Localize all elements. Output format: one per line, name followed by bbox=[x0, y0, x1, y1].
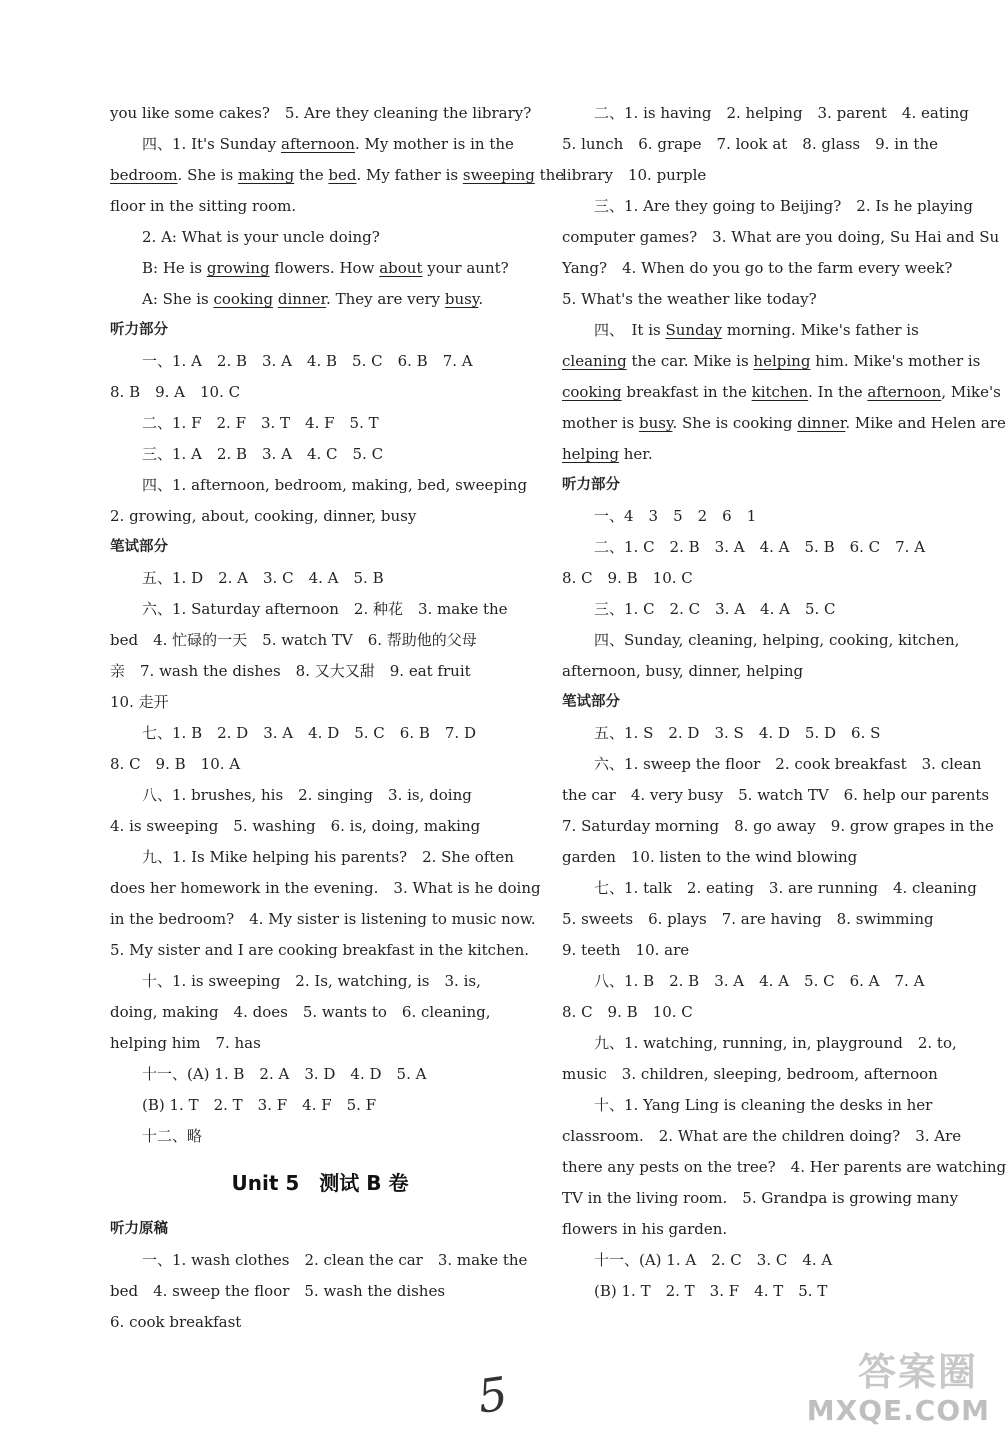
answer-line: 四、Sunday, cleaning, helping, cooking, kitchen, bbox=[594, 631, 960, 649]
unit-title: Unit 5 测试 B 卷 bbox=[231, 1171, 409, 1195]
answer-line: 4. is sweeping 5. washing 6. is, doing, making bbox=[110, 817, 481, 835]
text-line: cleaning the car. Mike is helping him. Mike's mother is bbox=[562, 352, 981, 370]
answer-line: 一、1. A 2. B 3. A 4. B 5. C 6. B 7. A bbox=[142, 352, 473, 370]
answer-line: 八、1. brushes, his 2. singing 3. is, doing bbox=[142, 786, 472, 804]
answer-line: TV in the living room. 5. Grandpa is growing many bbox=[562, 1189, 959, 1207]
text-line: A: She is cooking dinner. They are very busy. bbox=[142, 290, 484, 308]
watermark-cn: 答案圈 bbox=[857, 1350, 978, 1394]
answer-line: 9. teeth 10. are bbox=[562, 941, 690, 959]
answer-line: 十、1. Yang Ling is cleaning the desks in her bbox=[594, 1096, 933, 1114]
text-line: you like some cakes? 5. Are they cleaning the library? bbox=[110, 104, 532, 122]
answer-line: 8. C 9. B 10. C bbox=[562, 569, 693, 587]
answer-line: classroom. 2. What are the children doing? 3. Are bbox=[562, 1127, 962, 1145]
answer-line: 七、1. B 2. D 3. A 4. D 5. C 6. B 7. D bbox=[142, 724, 476, 742]
answer-line: (B) 1. T 2. T 3. F 4. F 5. F bbox=[142, 1096, 377, 1114]
answer-line: 十一、(A) 1. B 2. A 3. D 4. D 5. A bbox=[142, 1065, 427, 1083]
section-heading-transcript: 听力原稿 bbox=[110, 1221, 168, 1237]
section-heading-written: 笔试部分 bbox=[562, 694, 620, 710]
answer-line: doing, making 4. does 5. wants to 6. cleaning, bbox=[110, 1003, 491, 1021]
answer-line: garden 10. listen to the wind blowing bbox=[562, 848, 858, 866]
section-heading-listening: 听力部分 bbox=[110, 322, 168, 338]
answer-line: music 3. children, sleeping, bedroom, afternoon bbox=[562, 1065, 938, 1083]
section-4-passage: 四、 It is Sunday morning. Mike's father is bbox=[594, 321, 919, 339]
section-heading-written: 笔试部分 bbox=[110, 539, 168, 555]
watermark-en: MXQE.COM bbox=[806, 1394, 990, 1427]
text-line: bedroom. She is making the bed. My father is sweeping the bbox=[110, 166, 565, 184]
answer-line: 8. B 9. A 10. C bbox=[110, 383, 241, 401]
answer-line: 十一、(A) 1. A 2. C 3. C 4. A bbox=[594, 1251, 833, 1269]
text-line: B: He is growing flowers. How about your aunt? bbox=[142, 259, 509, 277]
answer-line: 六、1. sweep the floor 2. cook breakfast 3. clean bbox=[594, 755, 982, 773]
answer-line: 五、1. D 2. A 3. C 4. A 5. B bbox=[142, 569, 384, 587]
answer-line: 二、1. F 2. F 3. T 4. F 5. T bbox=[142, 414, 379, 432]
answer-line: 三、1. C 2. C 3. A 4. A 5. C bbox=[594, 600, 836, 618]
answer-line: 三、1. A 2. B 3. A 4. C 5. C bbox=[142, 445, 384, 463]
answer-line: 六、1. Saturday afternoon 2. 种花 3. make the bbox=[142, 600, 508, 618]
answer-line: does her homework in the evening. 3. What is he doing bbox=[110, 879, 541, 897]
watermark-logo bbox=[754, 1339, 994, 1429]
answer-line: 5. sweets 6. plays 7. are having 8. swimming bbox=[562, 910, 934, 928]
answer-line: 2. growing, about, cooking, dinner, busy bbox=[110, 507, 417, 525]
answer-line: in the bedroom? 4. My sister is listening to music now. bbox=[110, 910, 536, 928]
answer-line: (B) 1. T 2. T 3. F 4. T 5. T bbox=[594, 1282, 828, 1300]
text-line: cooking breakfast in the kitchen. In the afternoon, Mike's bbox=[562, 383, 1001, 401]
answer-line: 九、1. Is Mike helping his parents? 2. She often bbox=[142, 848, 514, 866]
answer-underlined: afternoon bbox=[281, 135, 355, 153]
right-column bbox=[562, 98, 1006, 1307]
answer-line: bed 4. 忙碌的一天 5. watch TV 6. 帮助他的父母 bbox=[110, 631, 477, 649]
answer-line: bed 4. sweep the floor 5. wash the dishes bbox=[110, 1282, 446, 1300]
answer-line: 8. C 9. B 10. C bbox=[562, 1003, 693, 1021]
answer-line: 十二、略 bbox=[142, 1127, 203, 1145]
answer-line: 7. Saturday morning 8. go away 9. grow grapes in the bbox=[562, 817, 994, 835]
answer-line: 5. My sister and I are cooking breakfast in the kitchen. bbox=[110, 941, 530, 959]
left-column bbox=[110, 98, 565, 1338]
answer-line: 十、1. is sweeping 2. Is, watching, is 3. is, bbox=[142, 972, 481, 990]
answer-line: 九、1. watching, running, in, playground 2. to, bbox=[594, 1034, 957, 1052]
answer-line: 二、1. C 2. B 3. A 4. A 5. B 6. C 7. A bbox=[594, 538, 926, 556]
answer-line: 6. cook breakfast bbox=[110, 1313, 242, 1331]
answer-line: library 10. purple bbox=[562, 166, 707, 184]
text-line: floor in the sitting room. bbox=[110, 197, 297, 215]
answer-line: there any pests on the tree? 4. Her parents are watching bbox=[562, 1158, 1006, 1176]
answer-line: 二、1. is having 2. helping 3. parent 4. eating bbox=[594, 104, 969, 122]
answer-line: 五、1. S 2. D 3. S 4. D 5. D 6. S bbox=[594, 724, 881, 742]
text-line: 2. A: What is your uncle doing? bbox=[142, 228, 380, 246]
section-heading-listening: 听力部分 bbox=[562, 477, 620, 493]
answer-line: 5. lunch 6. grape 7. look at 8. glass 9. in the bbox=[562, 135, 938, 153]
answer-line: 一、4 3 5 2 6 1 bbox=[594, 507, 757, 525]
page-number: 5 bbox=[474, 1366, 511, 1424]
answer-line: helping him 7. has bbox=[110, 1034, 261, 1052]
answer-line: 8. C 9. B 10. A bbox=[110, 755, 241, 773]
text-line: helping her. bbox=[562, 445, 653, 463]
answer-line: 5. What's the weather like today? bbox=[562, 290, 817, 308]
answer-line: computer games? 3. What are you doing, Su Hai and Su bbox=[562, 228, 1000, 246]
answer-line: 10. 走开 bbox=[110, 693, 169, 711]
answer-line: 一、1. wash clothes 2. clean the car 3. make the bbox=[142, 1251, 528, 1269]
answer-line: flowers in his garden. bbox=[562, 1220, 728, 1238]
answer-line: 八、1. B 2. B 3. A 4. A 5. C 6. A 7. A bbox=[594, 972, 925, 990]
answer-line: afternoon, busy, dinner, helping bbox=[562, 662, 804, 680]
answer-line: 亲 7. wash the dishes 8. 又大又甜 9. eat fruit bbox=[110, 662, 471, 680]
answer-line: 四、1. afternoon, bedroom, making, bed, sweeping bbox=[142, 476, 528, 494]
answer-line: the car 4. very busy 5. watch TV 6. help our parents bbox=[562, 786, 990, 804]
answer-line: Yang? 4. When do you go to the farm every week? bbox=[562, 259, 953, 277]
answer-line: 三、1. Are they going to Beijing? 2. Is he playing bbox=[594, 197, 973, 215]
section-4-passage: 四、1. It's Sunday afternoon. My mother is in the bbox=[142, 135, 514, 153]
answer-line: 七、1. talk 2. eating 3. are running 4. cleaning bbox=[594, 879, 977, 897]
text-line: mother is busy. She is cooking dinner. Mike and Helen are bbox=[562, 414, 1006, 432]
